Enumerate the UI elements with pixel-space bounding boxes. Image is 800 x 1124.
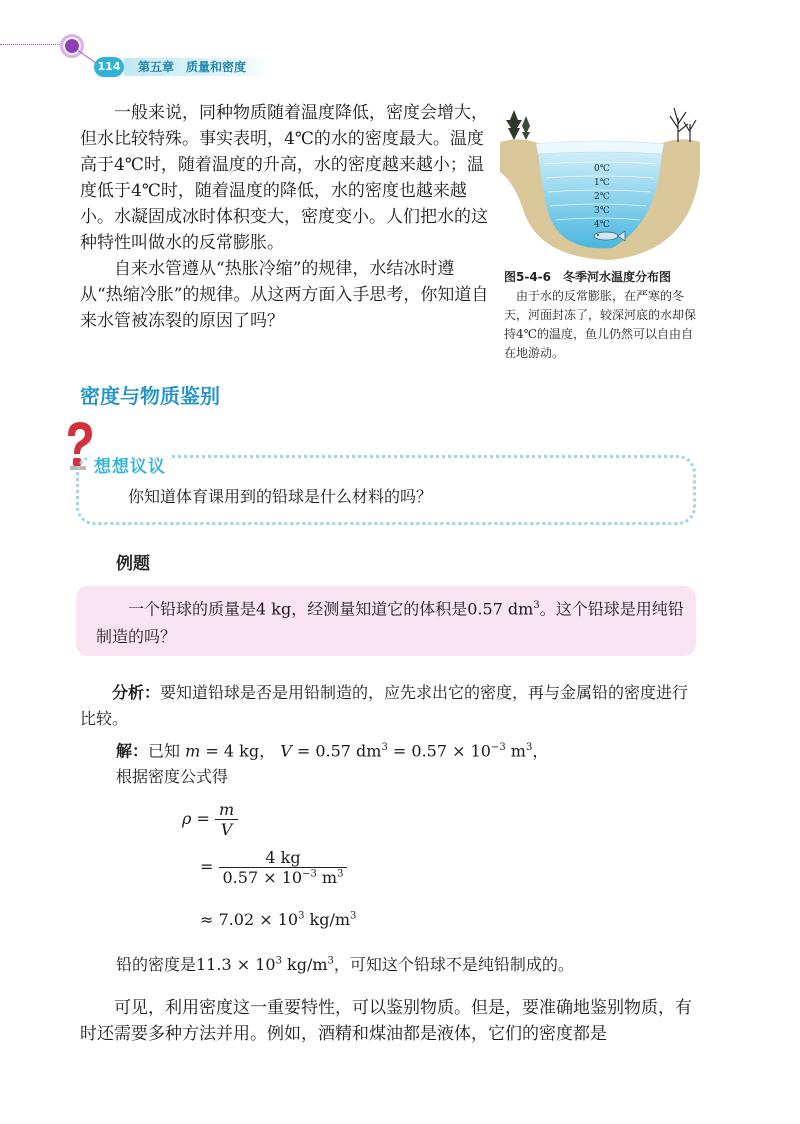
conclusion-exp: 3 — [275, 955, 282, 967]
figure-caption — [504, 268, 704, 363]
formula-numerator: m — [215, 800, 238, 820]
temp-label-1: 1℃ — [594, 178, 610, 188]
step2-den-unit-exp: 3 — [337, 868, 344, 880]
formula-step-1: ρ = $\frac{m}{V}$ — [182, 800, 238, 839]
conclusion-part2: ，可知这个铅球不是纯铅制成的。 — [333, 955, 574, 974]
step3-exp: 3 — [298, 910, 305, 922]
closing-paragraph: 可见，利用密度这一重要特性，可以鉴别物质。但是，要准确地鉴别物质，有时还需要多种方法并用。例如，酒精和煤油都是液体，它们的密度都是 — [80, 998, 692, 1044]
example-text-part1: 一个铅球的质量是4 kg，经测量知道它的体积是0.57 dm — [128, 599, 534, 619]
step2-den-unit: m — [316, 868, 338, 887]
step3-unit: kg/m — [304, 910, 351, 929]
figure-caption-title: 图5-4-6 冬季河水温度分布图 — [504, 270, 672, 284]
step2-denominator — [219, 868, 348, 887]
volume-value-exp: 3 — [381, 742, 388, 753]
conclusion-unit-exp: 3 — [327, 955, 334, 967]
temp-label-2: 2℃ — [594, 192, 610, 202]
tree-right — [670, 108, 696, 142]
conclusion-unit: kg/m — [281, 955, 328, 974]
analysis-label: 分析： — [112, 683, 161, 702]
example-text — [96, 592, 686, 651]
mass-value: = 4 kg， — [200, 741, 276, 761]
rho-symbol: ρ — [182, 809, 192, 828]
step2-numerator: 4 kg — [219, 848, 348, 868]
header-ring-icon — [60, 34, 84, 58]
section-heading: 密度与物质鉴别 — [80, 384, 220, 408]
mass-symbol: m — [185, 741, 201, 761]
header-dotted-line — [0, 44, 66, 45]
volume-converted-unit-exp: 3 — [525, 742, 533, 753]
conclusion-line — [116, 952, 574, 975]
closing-block — [80, 995, 700, 1047]
given-line-end: ， — [532, 741, 549, 761]
step3-value: ≈ 7.02 × 10 — [200, 910, 299, 929]
temp-label-0: 0℃ — [594, 164, 610, 174]
step3-unit-exp: 3 — [350, 910, 357, 922]
solution-known: 已知 — [148, 741, 181, 761]
volume-converted-unit: m — [505, 741, 526, 761]
page-number: 114 — [94, 57, 124, 77]
example-text-sup: 3 — [533, 600, 540, 611]
temp-label-4: 4℃ — [594, 220, 610, 230]
volume-value: = 0.57 dm — [291, 741, 382, 761]
formula-step-3 — [200, 910, 356, 929]
solution-label: 解： — [116, 741, 149, 761]
intro-block — [80, 100, 490, 334]
volume-converted: = 0.57 × 10 — [387, 741, 491, 761]
volume-converted-exp: −3 — [490, 742, 506, 753]
figure-caption-text: 由于水的反常膨胀，在严寒的冬天，河面封冻了，较深河底的水却保持4℃的温度，鱼儿仍然可以自由自在地游动。 — [504, 289, 697, 360]
formula-step-2: = $\frac{4 kg}{0.57 \times 10^{-3} m^3}$ — [200, 848, 347, 887]
step2-den-base: 0.57 × 10 — [222, 868, 303, 887]
river-temperature-figure — [500, 102, 700, 262]
step2-den-exp: −3 — [302, 868, 317, 880]
example-label: 例题 — [116, 554, 150, 574]
intro-paragraph-2: 自来水管遵从“热胀冷缩”的规律，水结冰时遵从“热缩冷胀”的规律。从这两方面入手思考，你知道自来水管被冻裂的原因了吗？ — [80, 259, 489, 331]
ice-surface — [536, 141, 664, 154]
formula-intro: 根据密度公式得 — [116, 767, 229, 787]
conclusion-part1: 铅的密度是11.3 × 10 — [116, 955, 276, 974]
formula-denominator: V — [220, 820, 233, 839]
analysis-text: 要知道铅球是否是用铅制造的，应先求出它的密度，再与金属铅的密度进行比较。 — [80, 683, 689, 728]
think-discuss-label: 想想议议 — [90, 452, 170, 477]
tree-left — [506, 110, 530, 140]
solution-block — [116, 735, 548, 790]
think-discuss-question: 你知道体育课用到的铅球是什么材料的吗？ — [128, 487, 433, 506]
volume-symbol: V — [280, 741, 292, 761]
solution-given-line — [116, 735, 548, 764]
analysis-paragraph — [80, 680, 700, 732]
chapter-title: 第五章 质量和密度 — [124, 58, 272, 76]
example-text-part2: 。这个铅球是用纯铅制造的吗？ — [96, 599, 684, 647]
intro-paragraph-1: 一般来说，同种物质随着温度降低，密度会增大，但水比较特殊。事实表明，4℃的水的密度最大。温度高于4℃时，随着温度的升高，水的密度越来越小；温度低于4℃时，随着温度的降低，水的密度也越来越小。水凝固成冰时体积变大，密度变小。人们把水的这种特性叫做水的反常膨胀。 — [80, 103, 488, 253]
temp-label-3: 3℃ — [594, 206, 610, 216]
